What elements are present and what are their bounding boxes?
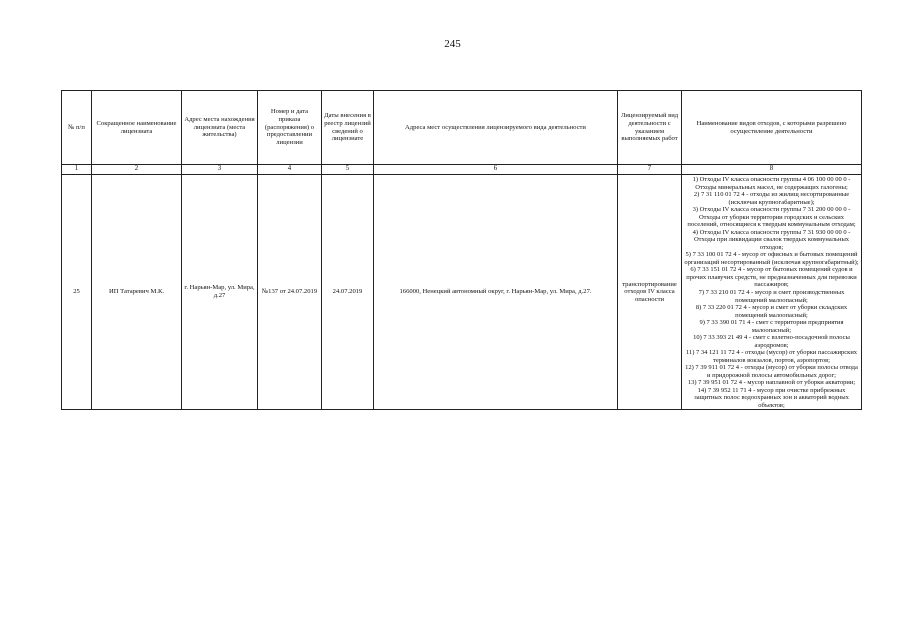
column-number: 4 [258, 165, 322, 175]
waste-item: 6) 7 33 151 01 72 4 - мусор от бытовых помещений судов и прочих плавучих средств, не предназначенных для перевозки пассажиров; [686, 266, 857, 289]
header-cell: Адрес места нахождения лицензиата (места жительства) [182, 91, 258, 165]
waste-item: 13) 7 39 951 01 72 4 - мусор наплавной от уборки акватории; [687, 379, 856, 387]
waste-item: 3) Отходы IV класса опасности группы 7 31 200 00 00 0 - Отходы от уборки территории городских и сельских поселений, относящиеся к твердым коммунальным отходам; [687, 206, 856, 229]
cell-row-number: 25 [62, 175, 92, 410]
table-row [62, 175, 862, 410]
column-number: 8 [682, 165, 862, 175]
column-number: 5 [322, 165, 374, 175]
waste-item: 5) 7 33 100 01 72 4 - мусор от офисных и бытовых помещений организаций несортированный (исключая крупногабаритный); [684, 251, 859, 266]
cell-waste-types [682, 175, 862, 410]
header-cell: Лицензируемый вид деятельности с указанием выполняемых работ [618, 91, 682, 165]
header-cell: Даты внесения в реестр лицензий сведений о лицензиате [322, 91, 374, 165]
cell-activity: транспортирование отходов IV класса опасности [618, 175, 682, 410]
column-number: 7 [618, 165, 682, 175]
header-cell: № п/п [62, 91, 92, 165]
column-number: 2 [92, 165, 182, 175]
table-header-row [62, 91, 862, 165]
waste-item: 2) 7 31 110 01 72 4 - отходы из жилищ несортированные (исключая крупногабаритные); [693, 191, 850, 206]
cell-order: №137 от 24.07.2019 [258, 175, 322, 410]
column-number-row [62, 165, 862, 175]
column-number: 6 [374, 165, 618, 175]
cell-licensee-address: г. Нарьян-Мар, ул. Мира, д.27 [182, 175, 258, 410]
column-number: 1 [62, 165, 92, 175]
waste-item: 8) 7 33 220 01 72 4 - мусор и смет от уборки складских помещений малоопасный; [695, 304, 848, 319]
cell-activity-address: 166000, Ненецкий автономный округ, г. Нарьян-Мар, ул. Мира, д.27. [374, 175, 618, 410]
header-cell: Адреса мест осуществления лицензируемого вида деятельности [374, 91, 618, 165]
waste-item: 7) 7 33 210 01 72 4 - мусор и смет производственных помещений малоопасный; [698, 288, 845, 304]
page-number: 245 [444, 38, 461, 50]
waste-item: 4) Отходы IV класса опасности группы 7 31 930 00 00 0 - Отходы при ликвидации свалок твердых коммунальных отходов; [692, 228, 851, 251]
cell-licensee-name: ИП Татаревич М.К. [92, 175, 182, 410]
waste-item: 9) 7 33 390 01 71 4 - смет с территории предприятия малоопасный; [699, 319, 844, 334]
header-cell: Номер и дата приказа (распоряжения) о предоставлении лицензии [258, 91, 322, 165]
waste-item: 12) 7 39 911 01 72 4 - отходы (мусор) от уборки полосы отвода и придорожной полосы автомобильных дорог; [685, 364, 858, 379]
header-cell: Наименование видов отходов, с которыми разрешено осуществление деятельности [682, 91, 862, 165]
header-cell: Сокращенное наименование лицензиата [92, 91, 182, 165]
column-number: 3 [182, 165, 258, 175]
cell-registry-date: 24.07.2019 [322, 175, 374, 410]
waste-item: 14) 7 39 952 11 71 4 - мусор при очистке прибрежных защитных полос водоохранных зон и акваторий водных объектов; [694, 386, 849, 409]
waste-item: 10) 7 33 393 21 49 4 - смет с взлетно-посадочной полосы аэродромов; [693, 334, 850, 349]
license-register-table [61, 90, 862, 410]
waste-item: 11) 7 34 121 11 72 4 - отходы (мусор) от уборки пассажирских терминалов вокзалов, портов, аэропортов; [685, 349, 858, 364]
waste-item: 1) Отходы IV класса опасности группы 4 06 100 00 00 0 - Отходы минеральных масел, не содержащих галогены; [692, 176, 851, 191]
